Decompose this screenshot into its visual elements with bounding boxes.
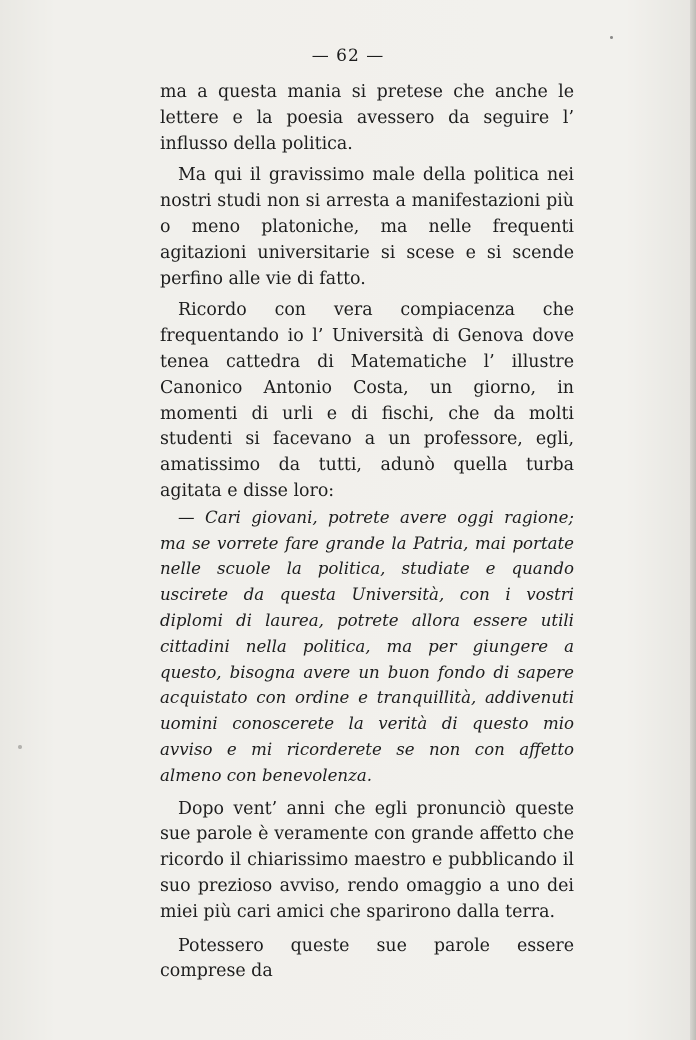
page-edge-shadow [690,0,696,1040]
paragraph-continuation: ma a questa mania si pretese che anche le lettere e la poesia avessero da seguire l’ influsso della politica. [160,82,574,154]
paper-speck [610,36,613,39]
paragraph: Potessero queste sue parole essere comprese da [160,935,574,982]
paragraph: Dopo vent’ anni che egli pronunciò queste sue parole è veramente con grande affetto che ricordo il chiarissimo maestro e pubblicando il suo prezioso avviso, rendo omaggio a uno dei miei più cari amici che sparirono dalla terra. [160,798,574,922]
paragraph: Ma qui il gravissimo male della politica nei nostri studi non si arresta a manifestazioni più o meno platoniche, ma nelle frequenti agitazioni universitarie si scese e si scende perfino alle vie di fatto. [160,165,574,289]
body-text [160,80,574,985]
quoted-speech: — Cari giovani, potrete avere oggi ragione; ma se vorrete fare grande la Patria, mai portate nelle scuole la politica, studiate e quando uscirete da questa Università, con i vostri diplomi di laurea, potrete allora essere utili cittadini nella politica, ma per giungere a questo, bisogna avere un buon fondo di sapere acquistato con ordine e tranquillità, addivenuti uomini conoscerete la verità di questo mio avviso e mi ricorderete se non con affetto almeno con benevolenza. [160,507,574,785]
paragraph: Ricordo con vera compiacenza che frequentando io l’ Università di Genova dove tenea cattedra di Matematiche l’ illustre Canonico Antonio Costa, un giorno, in momenti di urli e di fischi, che da molti studenti si facevano a un professore, egli, amatissimo da tutti, adunò quella turba agitata e disse loro: [160,300,574,501]
paper-speck [18,745,22,749]
page-number: — 62 — [311,46,385,66]
